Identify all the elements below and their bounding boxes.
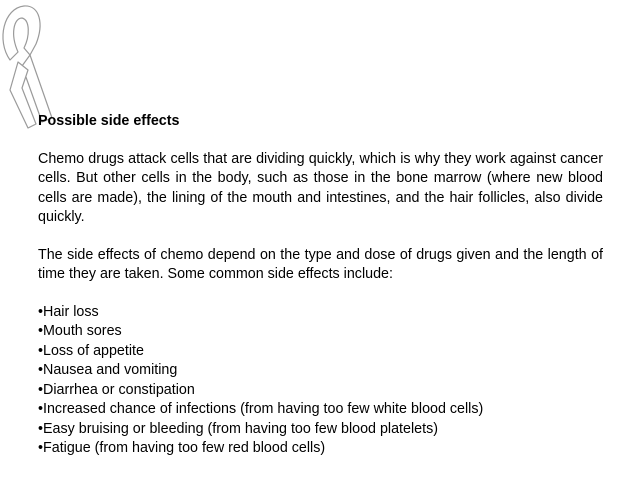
paragraph-cell-division: Chemo drugs attack cells that are dividing quickly, which is why they work against cancer cells. But other cells in the body, such as those in the bone marrow (where new blood cells are made), the lining of the mouth and intestines, and the hair follicles, also divide quickly. [38,150,603,225]
slide-body [38,112,603,459]
list-item: •Hair loss [38,303,99,320]
list-item: •Diarrhea or constipation [38,381,195,398]
list-item: •Easy bruising or bleeding (from having too few blood platelets) [38,420,438,437]
list-item: •Nausea and vomiting [38,362,178,378]
list-item: •Mouth sores [38,323,122,339]
side-effects-list [38,303,603,459]
paragraph-side-effects-intro: The side effects of chemo depend on the type and dose of drugs given and the length of time they are taken. Some common side effects include: [38,246,603,282]
list-item: •Loss of appetite [38,342,144,359]
list-item: •Increased chance of infections (from having too few white blood cells) [38,401,484,417]
section-heading: Possible side effects [38,113,180,129]
list-item: •Fatigue (from having too few red blood cells) [38,440,326,456]
